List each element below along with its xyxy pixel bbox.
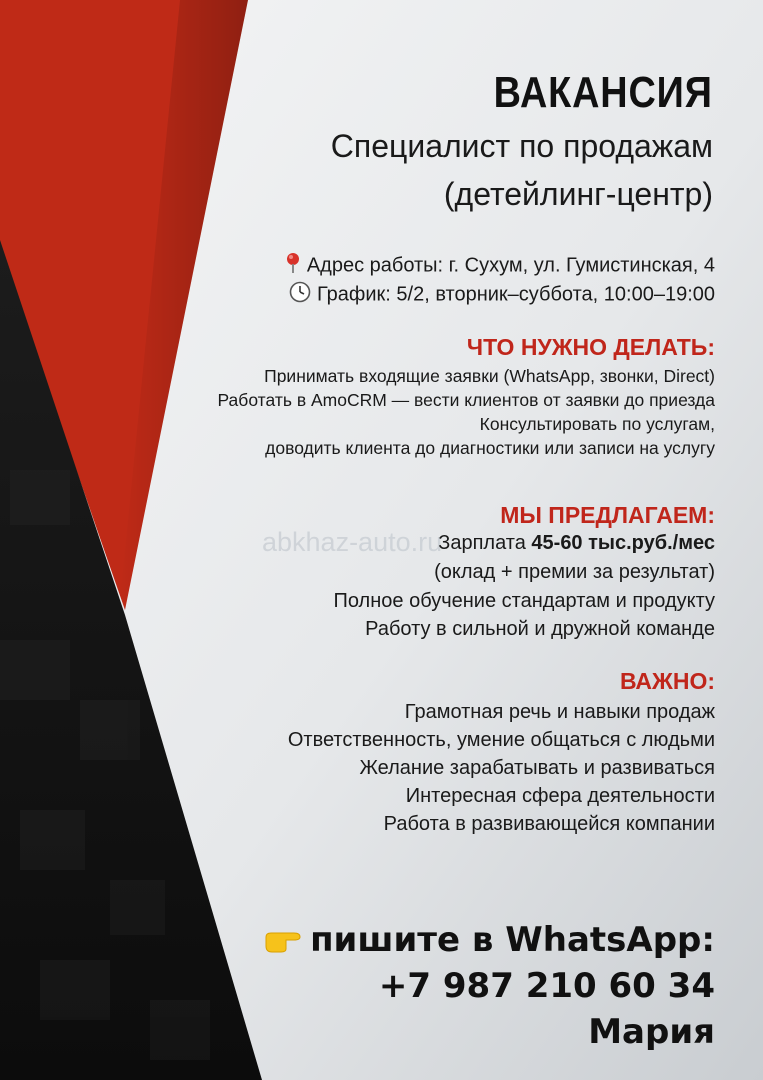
todo-item: Работать в AmoCRM — вести клиентов от заявки до приезда [217, 390, 715, 410]
clock-icon [289, 281, 311, 309]
phone-number[interactable]: +7 987 210 60 34 [378, 966, 715, 1006]
salary-line [438, 532, 715, 555]
schedule-row [289, 281, 715, 309]
salary-prefix: Зарплата [438, 532, 526, 554]
subtitle-position: Специалист по продажам [330, 128, 713, 164]
todo-item: Консультировать по услугам, [479, 414, 715, 434]
address-row [285, 252, 715, 280]
salary-value: 45-60 тыс.руб./мес [531, 532, 715, 554]
contact-name: Мария [588, 1012, 715, 1052]
pin-icon [285, 252, 301, 280]
important-item: Работа в развивающейся компании [383, 813, 715, 835]
offer-item: (оклад + премии за результат) [434, 561, 715, 583]
address-text: Адрес работы: г. Сухум, ул. Гумистинская, 4 [306, 254, 715, 277]
offer-item: Полное обучение стандартам и продукту [333, 590, 715, 612]
todo-item: доводить клиента до диагностики или записи на услугу [265, 438, 715, 458]
pointing-hand-icon [264, 922, 304, 962]
important-item: Интересная сфера деятельности [405, 785, 715, 807]
page-title: ВАКАНСИЯ [493, 68, 713, 117]
subtitle-center: (детейлинг-центр) [443, 176, 713, 212]
cta-whatsapp [264, 920, 715, 962]
schedule-text: График: 5/2, вторник–суббота, 10:00–19:00 [316, 283, 715, 306]
important-item: Грамотная речь и навыки продаж [404, 701, 715, 723]
important-item: Желание зарабатывать и развиваться [359, 757, 715, 779]
todo-item: Принимать входящие заявки (WhatsApp, звонки, Direct) [264, 366, 715, 386]
offer-heading: МЫ ПРЕДЛАГАЕМ: [500, 502, 715, 528]
important-item: Ответственность, умение общаться с людьми [287, 729, 715, 751]
todo-heading: ЧТО НУЖНО ДЕЛАТЬ: [466, 334, 715, 360]
watermark: abkhaz-auto.ru [262, 527, 443, 557]
offer-item: Работу в сильной и дружной команде [365, 618, 715, 640]
important-heading: ВАЖНО: [619, 668, 715, 694]
cta-text: пишите в WhatsApp: [310, 920, 715, 960]
